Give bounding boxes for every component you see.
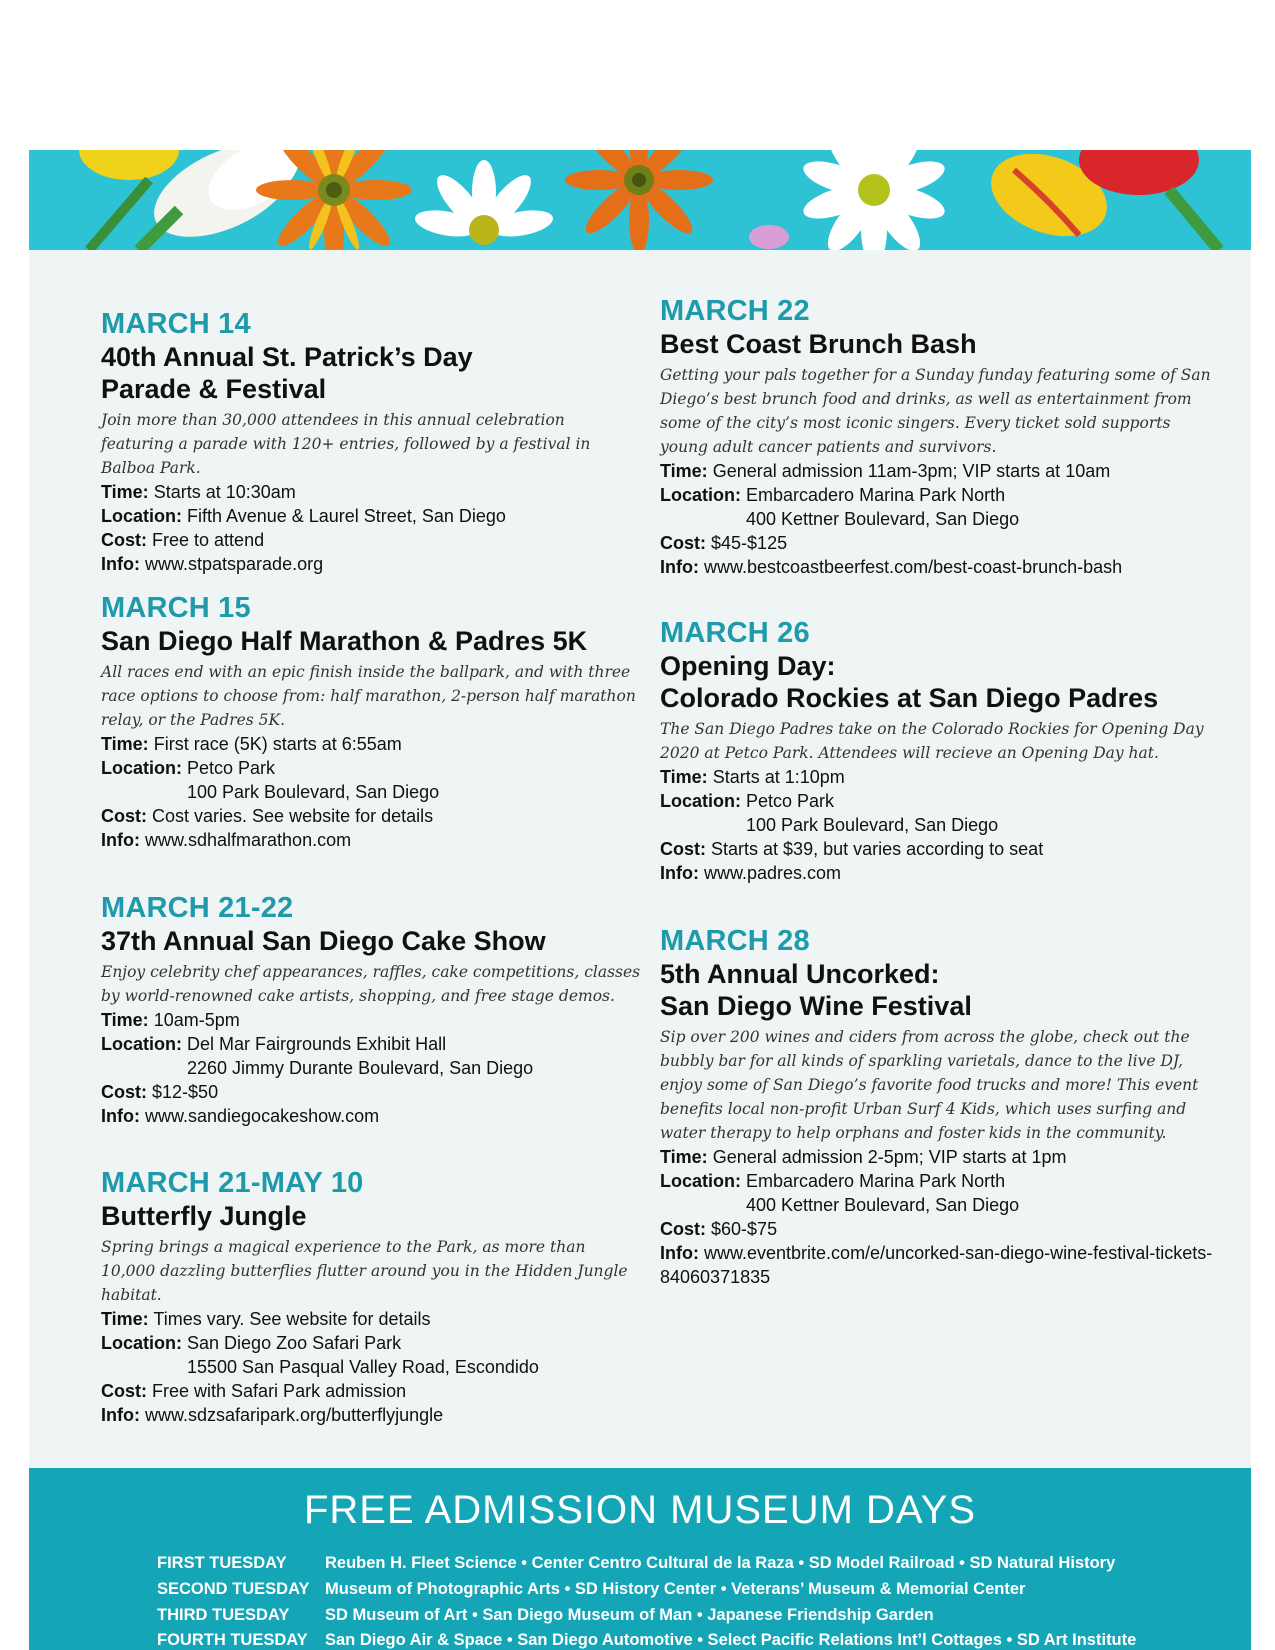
event-date: MARCH 22 (660, 295, 810, 327)
museum-day-label: THIRD TUESDAY (157, 1606, 290, 1624)
museum-days-row (157, 1553, 1115, 1573)
event-location: Location: San Diego Zoo Safari Park (101, 1333, 402, 1353)
event-st-patricks (101, 308, 641, 576)
event-time: Time: 10am-5pm (101, 1010, 240, 1030)
daisy-white-2 (800, 150, 949, 250)
event-date: MARCH 26 (660, 617, 810, 649)
event-cost: Cost: Free to attend (101, 530, 265, 550)
event-info: Info: www.eventbrite.com/e/uncorked-san-diego-wine-festival-tickets-84060371835 (660, 1243, 1213, 1287)
event-cost: Cost: $60-$75 (660, 1219, 778, 1239)
event-location: Location: Fifth Avenue & Laurel Street, San Diego (101, 506, 506, 526)
event-info-link[interactable]: www.sdzsafaripark.org/butterflyjungle (145, 1405, 444, 1425)
event-opening-day (660, 617, 1220, 885)
event-time: Time: General admission 11am-3pm; VIP starts at 10am (660, 461, 1111, 481)
event-info-link[interactable]: www.stpatsparade.org (145, 554, 324, 574)
event-title: Butterfly Jungle (101, 1201, 307, 1231)
museum-days-footer (29, 1468, 1251, 1650)
museum-days-row (157, 1605, 934, 1625)
event-uncorked (660, 925, 1220, 1289)
event-location-address: 400 Kettner Boulevard, San Diego (746, 509, 1020, 529)
event-brunch-bash (660, 295, 1220, 579)
event-time: Time: Times vary. See website for details (101, 1309, 431, 1329)
event-location: Location: Embarcadero Marina Park North (660, 1171, 1006, 1191)
event-description: Sip over 200 wines and ciders from across the globe, check out the bubbly bar for all kinds of sparkling varietals, dance to the live DJ, enjoy some of San Diego’s favorite food trucks and more! This event benefits local non-profit Urban Surf 4 Kids, which uses surfing and water therapy to help orphans and foster kids in the community. (660, 1028, 1199, 1142)
event-title: 40th Annual St. Patrick’s Day Parade & Festival (101, 342, 473, 404)
event-location-address: 100 Park Boulevard, San Diego (187, 782, 440, 802)
event-location: Location: Del Mar Fairgrounds Exhibit Hall (101, 1034, 447, 1054)
event-date: MARCH 14 (101, 308, 251, 340)
event-info: Info: www.sandiegocakeshow.com (101, 1106, 380, 1126)
event-title: San Diego Half Marathon & Padres 5K (101, 626, 588, 656)
museum-days-row (157, 1579, 1025, 1599)
museum-list: Reuben H. Fleet Science • Center Centro Cultural de la Raza • SD Model Railroad • SD Natural History (325, 1554, 1116, 1572)
museum-day-label: SECOND TUESDAY (157, 1580, 310, 1598)
event-title: Opening Day: Colorado Rockies at San Diego Padres (660, 651, 1159, 713)
event-location-address: 400 Kettner Boulevard, San Diego (746, 1195, 1020, 1215)
museum-day-label: FIRST TUESDAY (157, 1554, 287, 1572)
event-info-link[interactable]: www.bestcoastbeerfest.com/best-coast-brunch-bash (704, 557, 1123, 577)
event-cake-show (101, 892, 641, 1128)
event-title: Best Coast Brunch Bash (660, 329, 977, 359)
event-time: Time: Starts at 1:10pm (660, 767, 845, 787)
museum-list: SD Museum of Art • San Diego Museum of Man • Japanese Friendship Garden (325, 1606, 934, 1624)
event-info: Info: www.sdhalfmarathon.com (101, 830, 352, 850)
event-description: Join more than 30,000 attendees in this annual celebration featuring a parade with 120+ entries, followed by a festival in Balboa Park. (101, 411, 591, 477)
event-date: MARCH 21-22 (101, 892, 294, 924)
event-location: Location: Embarcadero Marina Park North (660, 485, 1006, 505)
event-info: Info: www.sdzsafaripark.org/butterflyjungle (101, 1405, 444, 1425)
event-location: Location: Petco Park (101, 758, 276, 778)
event-half-marathon (101, 592, 641, 852)
event-cost: Cost: Starts at $39, but varies according to seat (660, 839, 1044, 859)
event-info-link[interactable]: www.sdhalfmarathon.com (145, 830, 352, 850)
event-date: MARCH 15 (101, 592, 251, 624)
gerbera-orange-2 (565, 150, 713, 250)
event-info-link[interactable]: www.eventbrite.com/e/uncorked-san-diego-wine-festival-tickets-84060371835 (660, 1243, 1213, 1287)
event-description: Enjoy celebrity chef appearances, raffles, cake competitions, classes by world-renowned cake artists, shopping, and free stage demos. (101, 963, 641, 1005)
daisy-white-1 (413, 160, 555, 245)
event-info: Info: www.bestcoastbeerfest.com/best-coast-brunch-bash (660, 557, 1123, 577)
event-info-link[interactable]: www.sandiegocakeshow.com (145, 1106, 380, 1126)
event-description: All races end with an epic finish inside the ballpark, and with three race options to choose from: half marathon, 2-person half marathon relay, or the Padres 5K. (101, 663, 636, 729)
event-time: Time: First race (5K) starts at 6:55am (101, 734, 402, 754)
museum-day-label: FOURTH TUESDAY (157, 1631, 308, 1649)
event-time: Time: General admission 2-5pm; VIP starts at 1pm (660, 1147, 1067, 1167)
museum-days-title: FREE ADMISSION MUSEUM DAYS (303, 1488, 976, 1532)
museum-days-row (157, 1630, 1136, 1650)
event-description: Getting your pals together for a Sunday funday featuring some of San Diego’s best brunch food and drinks, as well as entertainment from some of the city’s most iconic singers. Every ticket sold supports young adult cancer patients and survivors. (660, 366, 1211, 456)
event-cost: Cost: $12-$50 (101, 1082, 219, 1102)
event-info: Info: www.stpatsparade.org (101, 554, 324, 574)
event-info-link[interactable]: www.padres.com (704, 863, 842, 883)
event-description: Spring brings a magical experience to the Park, as more than 10,000 dazzling butterflies flutter around you in the Hidden Jungle habitat. (101, 1238, 628, 1304)
event-description: The San Diego Padres take on the Colorado Rockies for Opening Day 2020 at Petco Park. Attendees will recieve an Opening Day hat. (660, 720, 1204, 762)
museum-list: Museum of Photographic Arts • SD History Center • Veterans’ Museum & Memorial Center (325, 1580, 1026, 1598)
event-date: MARCH 28 (660, 925, 810, 957)
event-location-address: 100 Park Boulevard, San Diego (746, 815, 999, 835)
event-cost: Cost: Cost varies. See website for details (101, 806, 434, 826)
event-location: Location: Petco Park (660, 791, 835, 811)
event-date: MARCH 21-MAY 10 (101, 1167, 364, 1199)
event-cost: Cost: $45-$125 (660, 533, 788, 553)
event-cost: Cost: Free with Safari Park admission (101, 1381, 407, 1401)
pink-flower (749, 225, 789, 249)
museum-list: San Diego Air & Space • San Diego Automotive • Select Pacific Relations Int’l Cottages • SD Art Institute (325, 1631, 1137, 1649)
event-location-address: 15500 San Pasqual Valley Road, Escondido (187, 1357, 539, 1377)
event-title: 37th Annual San Diego Cake Show (101, 926, 546, 956)
events-panel (29, 250, 1251, 1468)
flower-banner-image (29, 150, 1251, 250)
flower-banner (29, 150, 1251, 250)
event-location-address: 2260 Jimmy Durante Boulevard, San Diego (187, 1058, 534, 1078)
event-time: Time: Starts at 10:30am (101, 482, 296, 502)
event-butterfly-jungle (101, 1167, 641, 1427)
event-title: 5th Annual Uncorked: San Diego Wine Festival (660, 959, 972, 1021)
event-info: Info: www.padres.com (660, 863, 842, 883)
